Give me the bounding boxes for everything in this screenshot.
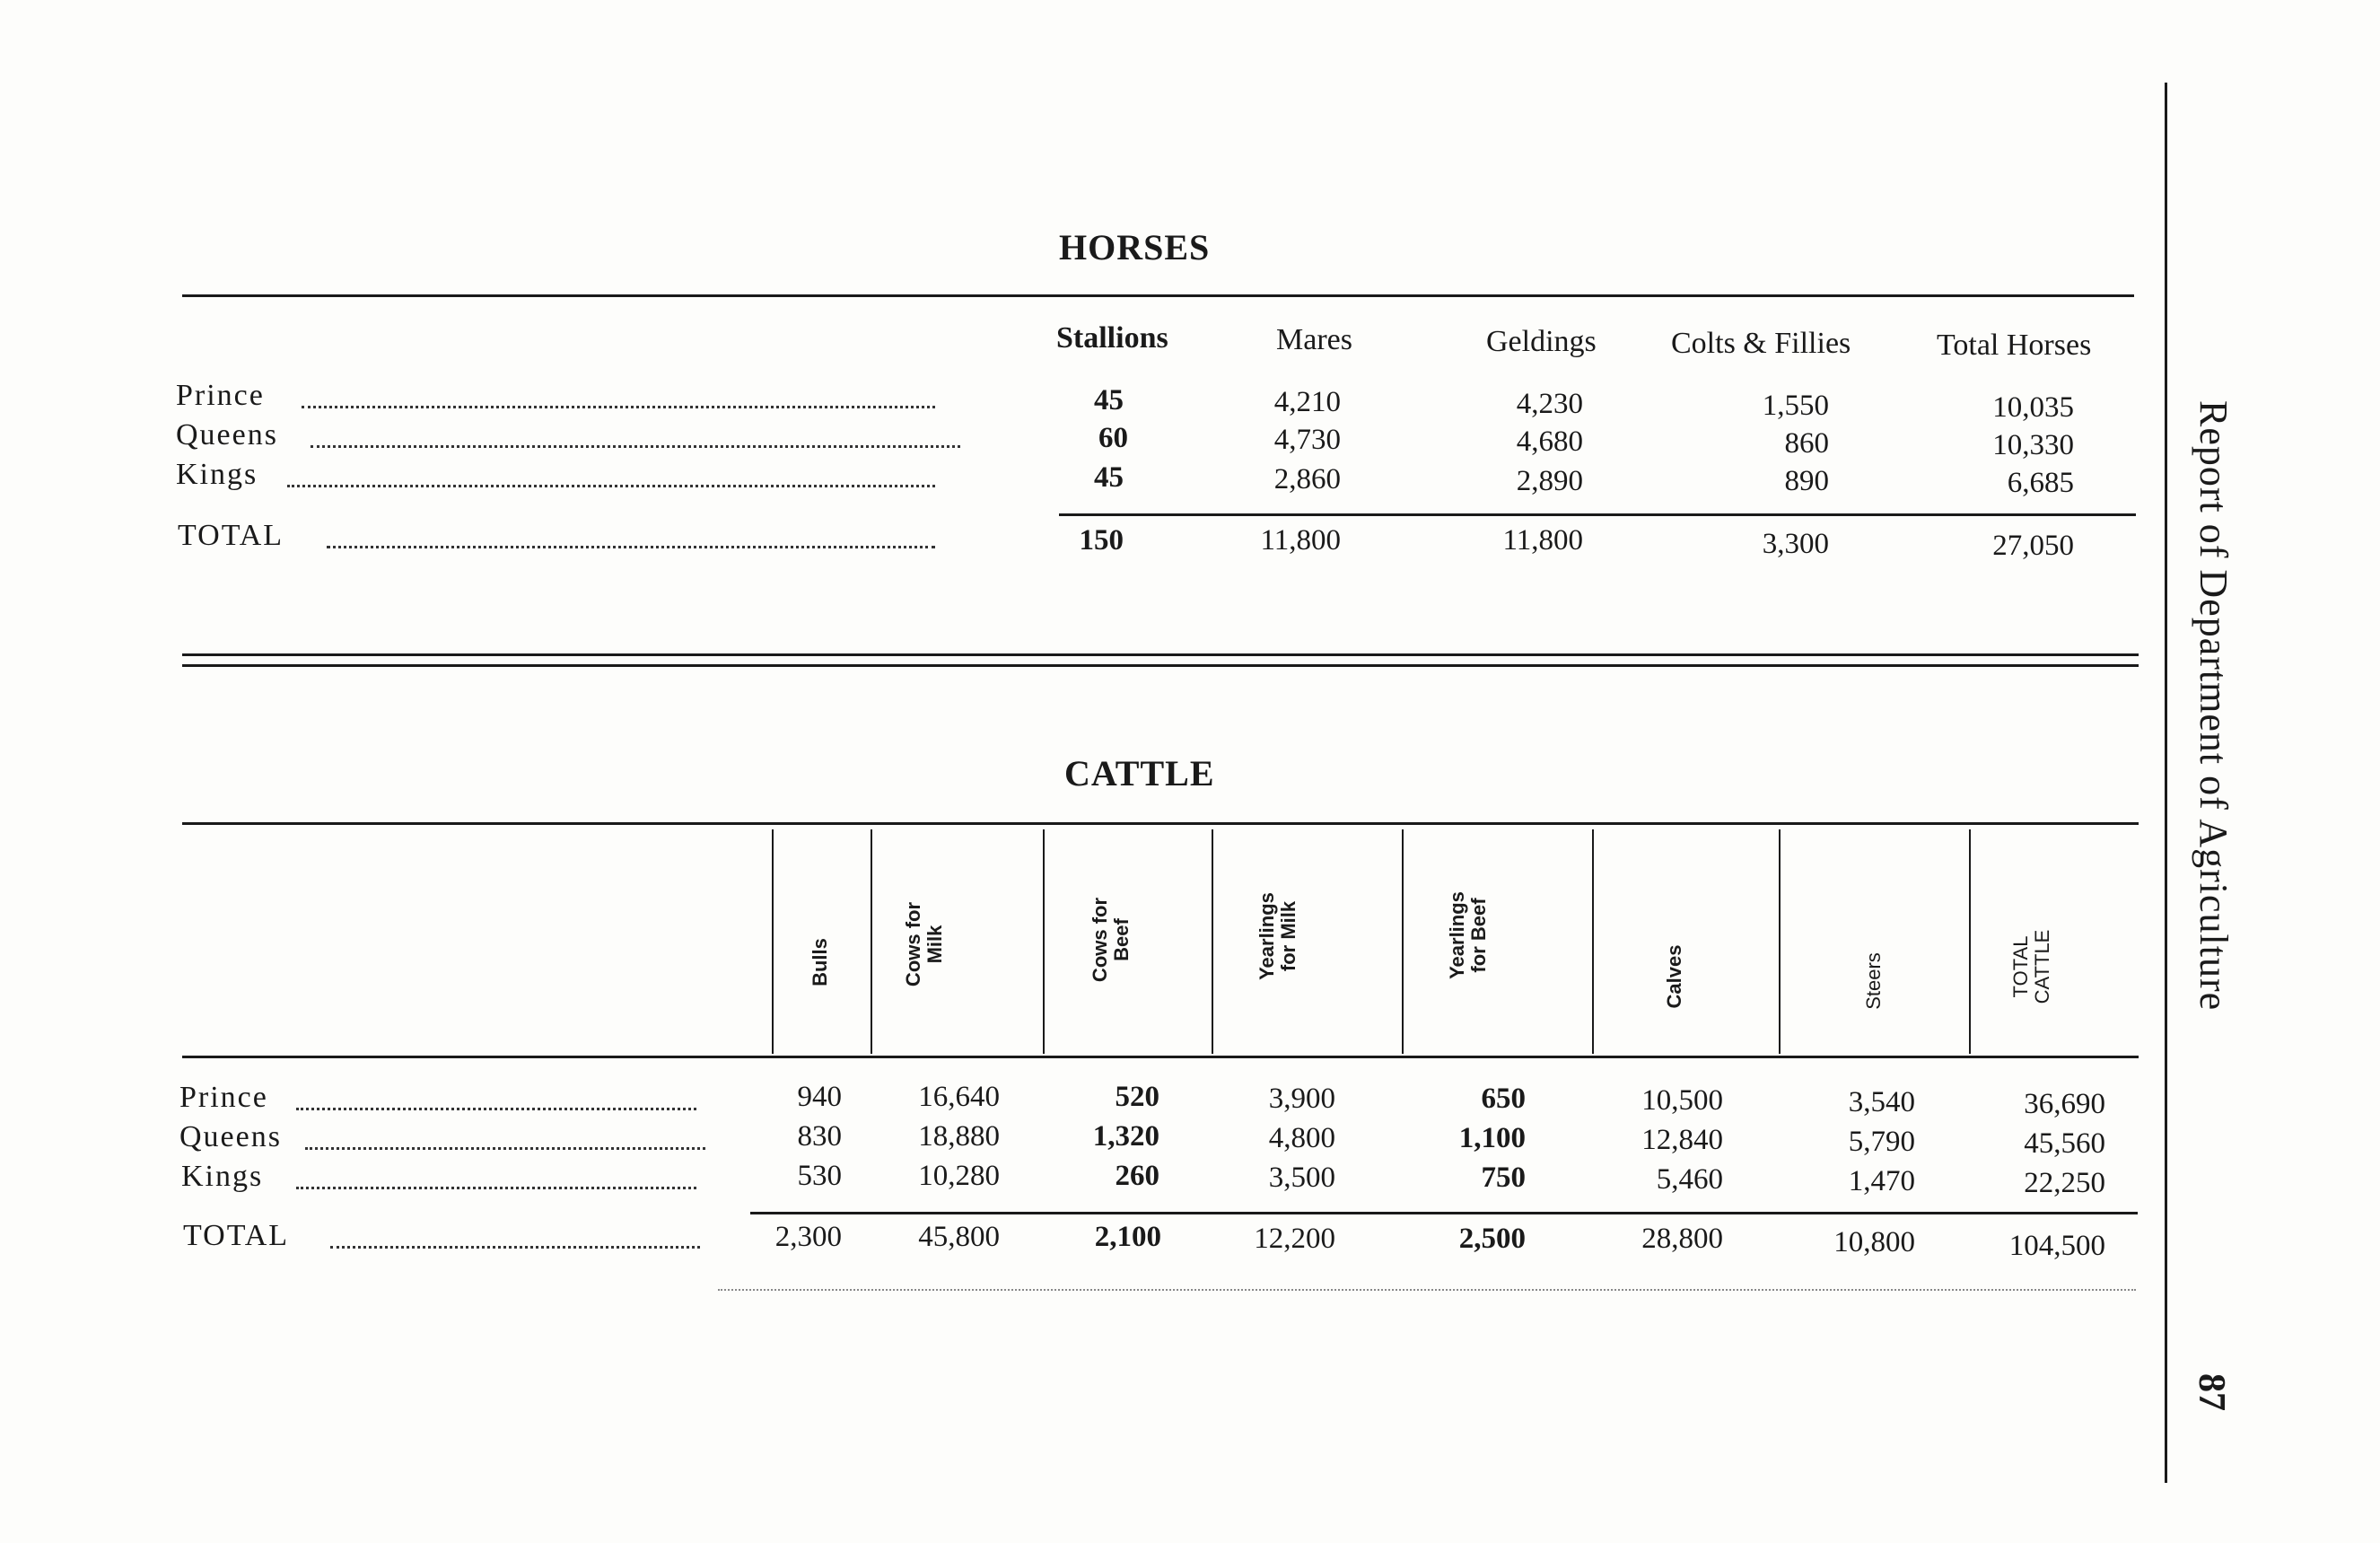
cattle-cell: 530 (797, 1160, 842, 1192)
column-divider (1779, 829, 1781, 1054)
horses-total-rule (1059, 513, 2136, 516)
horses-cell: 4,730 (1273, 424, 1341, 456)
horses-cell: 2,860 (1273, 463, 1341, 495)
column-divider (1402, 829, 1404, 1054)
cattle-total-cell: 45,800 (918, 1221, 1000, 1253)
cattle-total-cell: 2,500 (1458, 1223, 1526, 1255)
leader-dots (330, 1246, 700, 1249)
cattle-cell: 3,540 (1848, 1086, 1915, 1118)
horses-cell: 60 (1098, 422, 1128, 454)
running-head: Report of Department of Agriculture (2192, 400, 2236, 1012)
column-divider (1043, 829, 1045, 1054)
cattle-cell: 750 (1481, 1162, 1526, 1194)
cattle-cell: 260 (1115, 1160, 1159, 1192)
horses-total-label: TOTAL (178, 519, 284, 552)
cattle-total-cell: 28,800 (1641, 1223, 1723, 1255)
horses-total-cell: 27,050 (1992, 530, 2074, 562)
horses-cell: 45 (1094, 384, 1124, 416)
horses-total-cell: 3,300 (1762, 528, 1829, 560)
horses-title: HORSES (1059, 227, 1211, 267)
leader-dots (296, 1108, 696, 1110)
column-divider (772, 829, 774, 1054)
horses-cell: 10,035 (1992, 391, 2074, 424)
horses-cell: 45 (1094, 461, 1124, 494)
horses-cell: 10,330 (1992, 429, 2074, 461)
cattle-cell: 4,800 (1268, 1122, 1335, 1154)
cattle-cell: 10,500 (1641, 1084, 1723, 1117)
horses-cell: 1,550 (1762, 390, 1829, 422)
horses-row-label: Prince (176, 379, 265, 412)
cattle-cell: 940 (797, 1081, 842, 1113)
cattle-top-rule (182, 822, 2139, 825)
horses-cell: 4,230 (1516, 388, 1583, 420)
horses-cell: 4,680 (1516, 425, 1583, 458)
cattle-cell: 1,470 (1848, 1165, 1915, 1197)
page-number: 87 (2191, 1373, 2232, 1411)
cattle-total-cell: 2,100 (1094, 1221, 1161, 1253)
cattle-row-label: Queens (179, 1120, 282, 1153)
horses-col-geldings: Geldings (1486, 325, 1597, 358)
cattle-cell: 1,320 (1092, 1120, 1159, 1153)
leader-dots (305, 1147, 705, 1150)
leader-dots (311, 445, 960, 448)
cattle-cell: 5,790 (1848, 1126, 1915, 1158)
column-divider (1969, 829, 1971, 1054)
cattle-cell: 1,100 (1458, 1122, 1526, 1154)
cattle-cell: 36,690 (2024, 1088, 2105, 1120)
horses-cell: 6,685 (2007, 467, 2074, 499)
horses-total-cell: 150 (1079, 524, 1124, 557)
horses-total-cell: 11,800 (1260, 524, 1341, 557)
cattle-total-cell: 104,500 (2008, 1230, 2105, 1262)
column-divider (1592, 829, 1594, 1054)
cattle-total-label: TOTAL (183, 1219, 290, 1252)
horses-row-label: Queens (176, 418, 278, 452)
cattle-cell: 3,900 (1268, 1083, 1335, 1115)
horses-col-colts-fillies: Colts & Fillies (1671, 327, 1851, 360)
cattle-cell: 45,560 (2024, 1127, 2105, 1160)
leader-dots (327, 546, 935, 548)
cattle-cell: 16,640 (918, 1081, 1000, 1113)
horses-cell: 890 (1784, 465, 1829, 497)
cattle-cell: 18,880 (918, 1120, 1000, 1153)
horses-total-cell: 11,800 (1502, 524, 1583, 557)
cattle-total-cell: 12,200 (1254, 1223, 1335, 1255)
leader-dots (287, 485, 935, 487)
horses-top-rule (182, 294, 2134, 297)
cattle-total-cell: 10,800 (1833, 1226, 1915, 1258)
cattle-cell: 830 (797, 1120, 842, 1153)
column-divider (1212, 829, 1213, 1054)
leader-dots (296, 1187, 696, 1189)
horses-col-stallions: Stallions (1056, 321, 1168, 355)
cattle-header-rule (182, 1056, 2139, 1058)
cattle-total-cell: 2,300 (774, 1221, 842, 1253)
cattle-cell: 650 (1481, 1083, 1526, 1115)
cattle-cell: 10,280 (918, 1160, 1000, 1192)
horses-col-total: Total Horses (1937, 329, 2092, 362)
cattle-cell: 5,460 (1656, 1163, 1723, 1196)
cattle-row-label: Prince (179, 1081, 268, 1114)
cattle-total-rule (750, 1212, 2138, 1214)
document-page: HORSES Stallions Mares Geldings Colts & Fillies Total Horses Prince Queens Kings 45 60 45 4,210 4,730 2,860 4,230 4,680 2,890 1,550 860 890 10,035 10,330 6,685 TOTAL 150 11,800 11,800 3,300 27,050 CATTLE Bulls Cows for Milk Cows for Beef Yearlings for Milk Yearlings for Beef Calves Steers TOTAL CATTLE Prince Queens Kings 940 830 530 16,640 18,880 10,280 520 1,320 260 3,900 4,800 3,500 650 1,100 750 10,500 12,840 5,460 3,540 5,790 1,470 36,690 45,560 22,250 TOTAL 2,300 45,800 2,100 12,200 2,500 28,800 10,800 104,500 Report of Department of Agriculture 87 (0, 0, 2380, 1543)
cattle-title: CATTLE (1064, 753, 1215, 793)
horses-col-mares: Mares (1276, 323, 1352, 356)
section-divider-rule (182, 664, 2139, 667)
horses-row-label: Kings (176, 458, 258, 491)
section-divider-rule (182, 653, 2139, 656)
cattle-cell: 3,500 (1268, 1162, 1335, 1194)
horses-cell: 4,210 (1273, 386, 1341, 418)
horses-cell: 860 (1784, 427, 1829, 460)
column-divider (871, 829, 872, 1054)
cattle-row-label: Kings (181, 1160, 264, 1193)
cattle-cell: 22,250 (2024, 1167, 2105, 1199)
cattle-cell: 520 (1115, 1081, 1159, 1113)
leader-dots (302, 406, 935, 408)
margin-rule (2165, 83, 2167, 1483)
cattle-cell: 12,840 (1641, 1124, 1723, 1156)
speckle-line (718, 1289, 2136, 1291)
horses-cell: 2,890 (1516, 465, 1583, 497)
